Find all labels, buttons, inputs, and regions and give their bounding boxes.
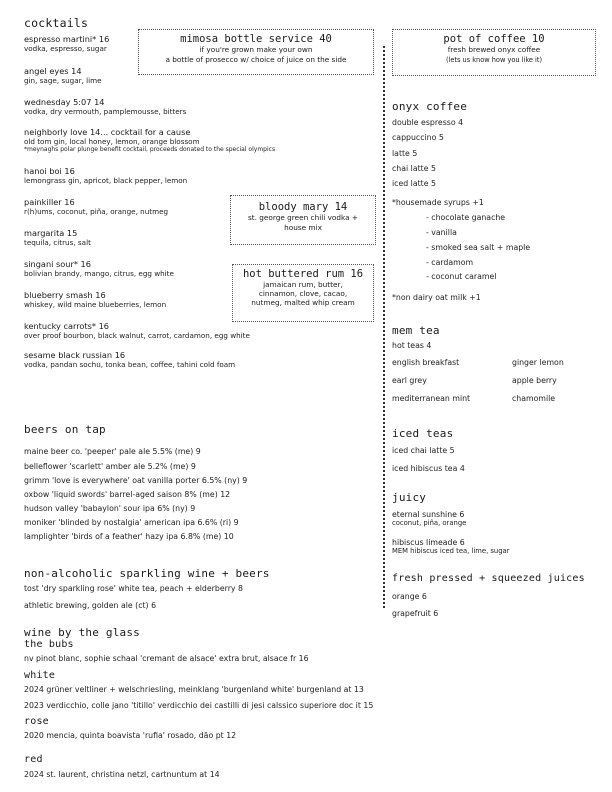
item-desc: old tom gin, local honey, lemon, orange blossom: [24, 137, 200, 146]
syrup-item: - cardamom: [426, 258, 474, 267]
syrup-item: - chocolate ganache: [426, 213, 506, 222]
cocktail-item: [24, 321, 250, 340]
juice-item: [392, 538, 510, 555]
syrups-label: *housemade syrups +1: [392, 198, 484, 207]
beer-item: hudson valley 'babaylon' sour ipa 6% (ny) 9: [24, 504, 196, 513]
mimosa-line2: a bottle of prosecco w/ choice of juice on the side: [165, 55, 347, 64]
syrup-item: - vanilla: [426, 228, 457, 237]
wine-rose-label: rose: [24, 716, 49, 727]
tea-item: ginger lemon: [512, 358, 564, 367]
hot-teas-label: hot teas 4: [392, 341, 432, 350]
column-divider: [383, 46, 385, 608]
iced-tea-item: iced chai latte 5: [392, 446, 455, 455]
beer-item: grimm 'love is everywhere' oat vanilla porter 6.5% (ny) 9: [24, 476, 248, 485]
juice-item: [392, 510, 466, 527]
item-name: angel eyes 14: [24, 66, 82, 76]
cocktail-item: [24, 197, 168, 216]
fresh-juice-item: orange 6: [392, 592, 427, 601]
syrup-item: - coconut caramel: [426, 272, 497, 281]
pot-of-coffee-box: [392, 29, 596, 76]
cocktail-item: [24, 166, 187, 185]
juicy-heading: juicy: [392, 491, 427, 504]
item-name: blueberry smash 16: [24, 290, 106, 300]
item-desc: vodka, espresso, sugar: [24, 44, 107, 53]
wine-item: 2020 mencia, quinta boavista 'rufia' rosado, dão pt 12: [24, 731, 237, 740]
bloody-mary-box: [230, 195, 376, 245]
item-note: *meynaghs polar plunge benefit cocktail, proceeds donated to the special olympics: [24, 146, 276, 153]
onyx-heading: onyx coffee: [392, 100, 468, 113]
mimosa-line1: if you're grown make your own: [199, 45, 313, 54]
wine-red-label: red: [24, 754, 43, 765]
juice-name: eternal sunshine 6: [392, 510, 465, 519]
onyx-item: latte 5: [392, 149, 418, 158]
bloody-mary-line1: st. george green chili vodka +: [247, 213, 359, 222]
pot-of-coffee-line2: (lets us know how you like it): [445, 56, 543, 64]
beer-item: oxbow 'liquid swords' barrel-aged saison 8% (me) 12: [24, 490, 231, 499]
tea-item: english breakfast: [392, 358, 460, 367]
cocktail-item: [24, 228, 91, 247]
juice-desc: coconut, piña, orange: [392, 519, 467, 527]
item-name: singani sour* 16: [24, 259, 91, 269]
nonalc-item: athletic brewing, golden ale (ct) 6: [24, 601, 157, 610]
onyx-item: cappuccino 5: [392, 133, 444, 142]
cocktail-item: [24, 259, 174, 278]
tea-heading: mem tea: [392, 324, 440, 337]
item-name: kentucky carrots* 16: [24, 321, 109, 331]
wine-item: 2024 st. laurent, christina netzl, cartnuntum at 14: [24, 770, 220, 779]
beers-heading: beers on tap: [24, 423, 106, 436]
fresh-juices-heading: fresh pressed + squeezed juices: [392, 573, 585, 584]
syrup-item: - smoked sea salt + maple: [426, 243, 531, 252]
beer-item: maine beer co. 'peeper' pale ale 5.5% (me) 9: [24, 447, 201, 456]
beer-item: belleflower 'scarlett' amber ale 5.2% (me) 9: [24, 462, 196, 471]
item-desc: over proof bourbon, black walnut, carrot, cardamon, egg white: [24, 331, 250, 340]
beer-item: lamplighter 'birds of a feather' hazy ipa 6.8% (me) 10: [24, 532, 234, 541]
item-name: neighborly love 14... cocktail for a cause: [24, 127, 191, 137]
item-desc: tequila, citrus, salt: [24, 238, 91, 247]
juice-name: hibiscus limeade 6: [392, 538, 465, 547]
item-name: sesame black russian 16: [24, 350, 126, 360]
item-desc: bolivian brandy, mango, citrus, egg white: [24, 269, 174, 278]
item-name: wednesday 5:07 14: [24, 97, 105, 107]
item-desc: r(h)ums, coconut, piña, orange, nutmeg: [24, 207, 169, 216]
wine-heading: wine by the glass: [24, 626, 140, 639]
pot-of-coffee-title: pot of coffee 10: [443, 33, 545, 45]
bloody-mary-title: bloody mary 14: [258, 201, 348, 213]
wine-item: 2024 grüner veltliner + welschriesling, meinklang 'burgenland white' burgenland at 13: [24, 685, 364, 694]
hot-buttered-rum-box: [232, 264, 374, 322]
rum-title: hot buttered rum 16: [242, 268, 364, 280]
cocktail-item: [24, 34, 109, 53]
cocktail-item: [24, 350, 235, 369]
wine-item: nv pinot blanc, sophie schaal 'cremant de alsace' extra brut, alsace fr 16: [24, 654, 309, 663]
onyx-item: chai latte 5: [392, 164, 436, 173]
cocktails-heading: cocktails: [24, 16, 89, 30]
cocktail-item: [24, 290, 166, 309]
item-desc: vodka, dry vermouth, pamplemousse, bitters: [24, 107, 187, 116]
item-name: espresso martini* 16: [24, 34, 110, 44]
item-name: hanoi boi 16: [24, 166, 75, 176]
tea-item: apple berry: [512, 376, 557, 385]
nonalc-item: tost 'dry sparkling rose' white tea, peach + elderberry 8: [24, 584, 243, 593]
item-name: painkiller 16: [24, 197, 75, 207]
juice-desc: MEM hibiscus iced tea, lime, sugar: [392, 547, 510, 555]
beer-item: moniker 'blinded by nostalgia' american ipa 6.6% (ri) 9: [24, 518, 239, 527]
item-desc: lemongrass gin, apricot, black pepper, lemon: [24, 176, 188, 185]
pot-of-coffee-line1: fresh brewed onyx coffee: [447, 45, 541, 54]
mimosa-title: mimosa bottle service 40: [180, 33, 332, 45]
cocktail-item: [24, 127, 275, 153]
tea-item: mediterranean mint: [392, 394, 471, 403]
mimosa-box: [138, 29, 374, 75]
cocktail-item: [24, 97, 186, 116]
wine-bubs-label: the bubs: [24, 639, 74, 650]
rum-line1: jamaican rum, butter,: [263, 280, 343, 289]
item-desc: whiskey, wild maine blueberries, lemon: [24, 300, 167, 309]
tea-item: chamomile: [512, 394, 556, 403]
fresh-juice-item: grapefruit 6: [392, 609, 439, 618]
item-desc: vodka, pandan sochu, tonka bean, coffee, tahini cold foam: [24, 360, 236, 369]
bloody-mary-line2: house mix: [284, 223, 322, 232]
onyx-item: iced latte 5: [392, 179, 436, 188]
nonalc-heading: non-alcoholic sparkling wine + beers: [24, 567, 270, 580]
item-name: margarita 15: [24, 228, 78, 238]
item-desc: gin, sage, sugar, lime: [24, 76, 102, 85]
cocktail-item: [24, 66, 102, 85]
onyx-item: double espresso 4: [392, 118, 464, 127]
rum-line3: nutmeg, malted whip cream: [251, 298, 355, 307]
iced-tea-item: iced hibiscus tea 4: [392, 464, 465, 473]
rum-line2: cinnamon, clove, cacao,: [258, 289, 348, 298]
tea-item: earl grey: [392, 376, 427, 385]
wine-item: 2023 verdicchio, colle jano 'titillo' verdicchio dei castilli di jesi calssico superiore doc it 15: [24, 701, 374, 710]
iced-teas-heading: iced teas: [392, 427, 454, 440]
wine-white-label: white: [24, 670, 56, 681]
oat-milk-label: *non dairy oat milk +1: [392, 293, 481, 302]
